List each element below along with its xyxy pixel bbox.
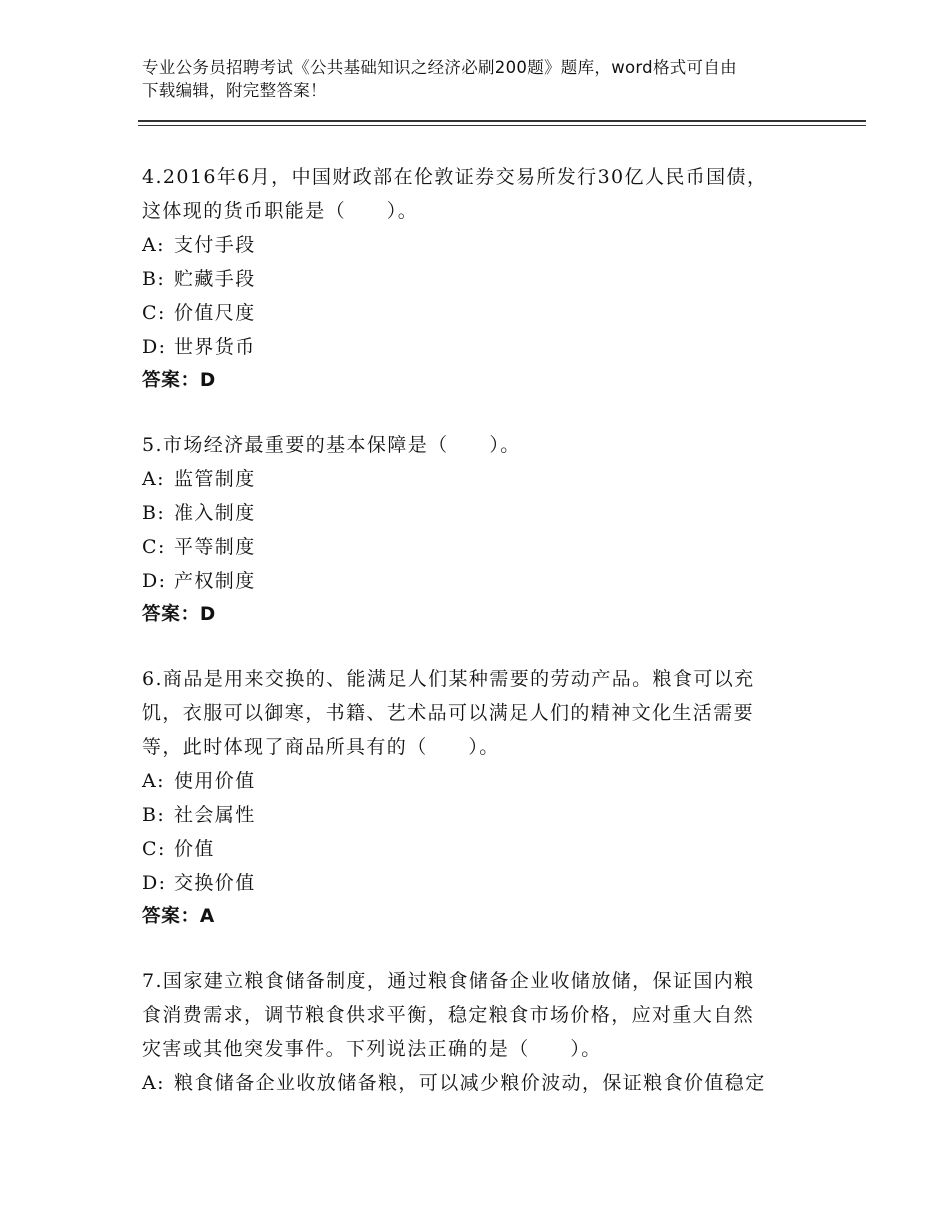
option-text: 支付手段 [174, 234, 256, 256]
option-b [142, 798, 812, 832]
option-letter: B: [142, 502, 166, 524]
option-text: 价值 [174, 838, 215, 860]
option-b [142, 496, 812, 530]
question-text [142, 428, 812, 462]
option-text: 平等制度 [174, 536, 256, 558]
option-letter: A: [142, 1072, 165, 1094]
option-text: 贮藏手段 [174, 268, 256, 290]
header-divider-bottom [138, 125, 866, 127]
question-text-line: 饥，衣服可以御寒，书籍、艺术品可以满足人们的精神文化生活需要 [142, 702, 755, 724]
option-text: 监管制度 [174, 468, 256, 490]
option-d [142, 330, 812, 364]
option-letter: C: [142, 302, 166, 324]
option-letter: D: [142, 872, 167, 894]
question-text-line: 6.商品是用来交换的、能满足人们某种需要的劳动产品。粮食可以充 [142, 668, 755, 690]
question-text-line: 食消费需求，调节粮食供求平衡，稳定粮食市场价格，应对重大自然 [142, 1004, 755, 1026]
option-letter: C: [142, 838, 166, 860]
option-text: 交换价值 [174, 872, 256, 894]
question-text-line: 5.市场经济最重要的基本保障是（ ）。 [142, 434, 521, 456]
question-5 [142, 428, 812, 632]
option-a [142, 462, 812, 496]
question-text-line: 7.国家建立粮食储备制度，通过粮食储备企业收储放储，保证国内粮 [142, 970, 755, 992]
option-text: 粮食储备企业收放储备粮，可以减少粮价波动，保证粮食价值稳定 [174, 1072, 766, 1094]
question-4 [142, 160, 812, 398]
option-a [142, 228, 812, 262]
option-letter: D: [142, 570, 167, 592]
option-text: 价值尺度 [174, 302, 256, 324]
option-c [142, 530, 812, 564]
option-c [142, 832, 812, 866]
option-d [142, 866, 812, 900]
question-7 [142, 964, 812, 1100]
question-text [142, 662, 812, 764]
header-line-2: 下载编辑，附完整答案！ [142, 81, 327, 100]
option-a [142, 1066, 812, 1100]
question-text [142, 160, 812, 228]
option-list [142, 1066, 812, 1100]
option-letter: A: [142, 234, 165, 256]
answer-line: 答案：D [142, 604, 217, 625]
option-a [142, 764, 812, 798]
option-list [142, 228, 812, 364]
answer-line: 答案：D [142, 370, 217, 391]
option-text: 使用价值 [174, 770, 256, 792]
option-letter: B: [142, 268, 166, 290]
option-text: 准入制度 [174, 502, 256, 524]
question-text-line: 灾害或其他突发事件。下列说法正确的是（ ）。 [142, 1038, 602, 1060]
question-text-line: 4.2016年6月，中国财政部在伦敦证券交易所发行30亿人民币国债， [142, 166, 768, 188]
document-header [142, 56, 822, 102]
question-text [142, 964, 812, 1066]
option-d [142, 564, 812, 598]
option-list [142, 764, 812, 900]
question-list [142, 160, 812, 1130]
question-text-line: 这体现的货币职能是（ ）。 [142, 200, 419, 222]
option-letter: A: [142, 468, 165, 490]
option-text: 世界货币 [174, 336, 256, 358]
question-text-line: 等，此时体现了商品所具有的（ ）。 [142, 736, 500, 758]
answer-line: 答案：A [142, 906, 216, 927]
option-b [142, 262, 812, 296]
option-letter: D: [142, 336, 167, 358]
option-text: 产权制度 [174, 570, 256, 592]
option-list [142, 462, 812, 598]
question-6 [142, 662, 812, 934]
option-letter: B: [142, 804, 166, 826]
option-text: 社会属性 [174, 804, 256, 826]
option-c [142, 296, 812, 330]
option-letter: A: [142, 770, 165, 792]
header-line-1: 专业公务员招聘考试《公共基础知识之经济必刷200题》题库，word格式可自由 [142, 58, 737, 77]
option-letter: C: [142, 536, 166, 558]
header-divider-top [138, 120, 866, 122]
